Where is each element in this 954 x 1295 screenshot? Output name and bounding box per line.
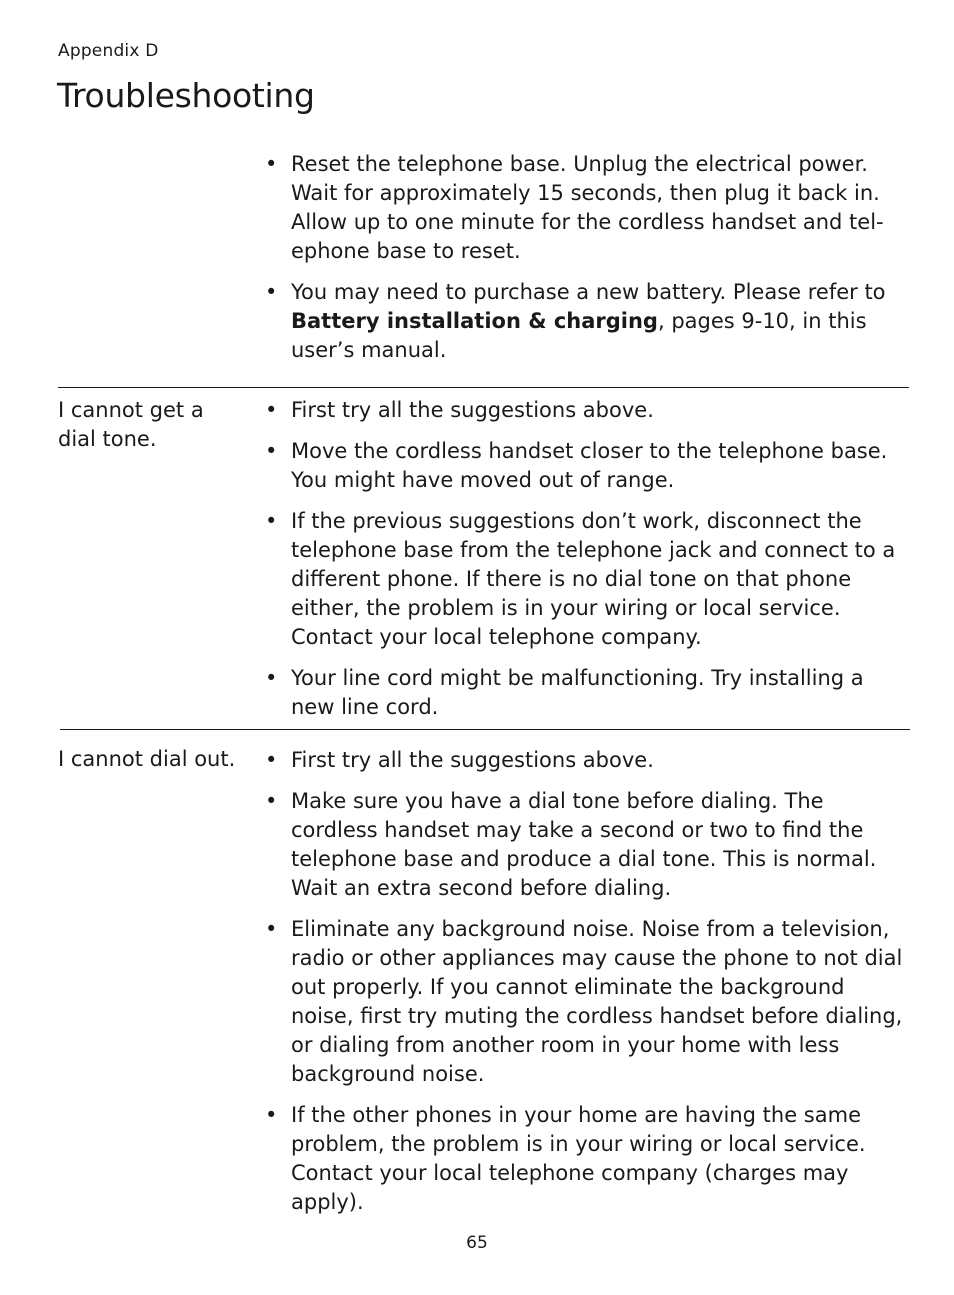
page-number: 65 bbox=[466, 1233, 488, 1253]
solution-item bbox=[265, 915, 913, 1089]
manual-section-reference: Battery installation & charging bbox=[291, 309, 658, 333]
solution-list bbox=[265, 746, 913, 1229]
bullet-icon: • bbox=[265, 917, 278, 941]
solution-item bbox=[265, 507, 913, 652]
solution-item bbox=[265, 437, 913, 495]
solution-item bbox=[265, 1101, 913, 1217]
solution-text: Eliminate any background noise. Noise from a television, radio or other appliances may cause the phone to not dial out properly. If you cannot eliminate the background noise, first try muting the cordless handset before dialing, or dialing from another room in your home with less background noise. bbox=[291, 917, 903, 1086]
bullet-icon: • bbox=[265, 509, 278, 533]
solution-text: You may need to purchase a new battery. Please refer to bbox=[291, 280, 886, 304]
bullet-icon: • bbox=[265, 789, 278, 813]
solution-item bbox=[265, 787, 913, 903]
bullet-icon: • bbox=[265, 398, 278, 422]
solution-text: First try all the suggestions above. bbox=[291, 398, 654, 422]
solution-item bbox=[265, 278, 913, 365]
page-title: Troubleshooting bbox=[57, 76, 315, 115]
section-divider bbox=[58, 387, 909, 388]
solution-text: If the previous suggestions don’t work, disconnect the telephone base from the telephone jack and connect to a different phone. If there is no dial tone on that phone either, the problem is in your wiring or local service. Contact your local telephone company. bbox=[291, 509, 896, 649]
section-divider bbox=[60, 729, 910, 730]
solution-text: , pages 9-10, in this user’s manual. bbox=[291, 309, 867, 362]
solution-text: If the other phones in your home are having the same problem, the problem is in your wiring or local service. Contact your local telephone company (charges may apply). bbox=[291, 1103, 866, 1214]
solution-list bbox=[265, 396, 913, 734]
solution-item bbox=[265, 746, 913, 775]
solution-text: Move the cordless handset closer to the telephone base. You might have moved out of range. bbox=[291, 439, 888, 492]
bullet-icon: • bbox=[265, 748, 278, 772]
solution-item bbox=[265, 396, 913, 425]
bullet-icon: • bbox=[265, 439, 278, 463]
bullet-icon: • bbox=[265, 666, 278, 690]
bullet-icon: • bbox=[265, 280, 278, 304]
solution-text: Your line cord might be malfunctioning. Try installing a new line cord. bbox=[291, 666, 864, 719]
bullet-icon: • bbox=[265, 152, 278, 176]
solution-text: First try all the suggestions above. bbox=[291, 748, 654, 772]
appendix-label: Appendix D bbox=[58, 41, 159, 61]
solution-text: Make sure you have a dial tone before dialing. The cordless handset may take a second or two to find the telephone base and produce a dial tone. This is normal. Wait an extra second before dialing. bbox=[291, 789, 877, 900]
problem-label: I cannot get a dial tone. bbox=[58, 398, 204, 451]
solution-item bbox=[265, 664, 913, 722]
solution-text: Reset the telephone base. Unplug the electrical power. Wait for approximately 15 seconds, then plug it back in. Allow up to one minute for the cordless handset and tel-ephone base to reset. bbox=[291, 152, 884, 263]
bullet-icon: • bbox=[265, 1103, 278, 1127]
problem-label: I cannot dial out. bbox=[58, 747, 236, 771]
solution-list bbox=[265, 150, 913, 377]
solution-item bbox=[265, 150, 913, 266]
